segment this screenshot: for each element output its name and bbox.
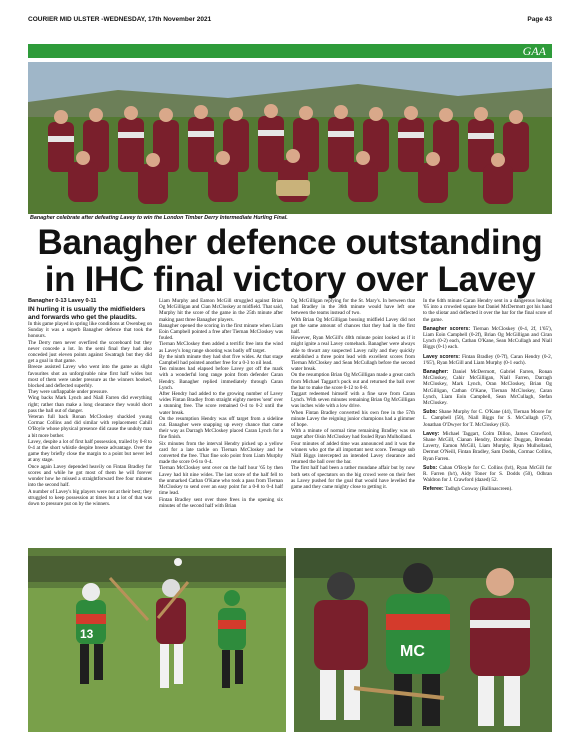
- action-photo-left: [28, 548, 286, 732]
- block-text: Cahan O'Boyle for C. Collins (h/t), Ryan McGill for R. Farren (h/t), Aidy Toner for S. Dodds (50), Odhran Waldron for J. Crawford (dazed) 52.: [423, 464, 552, 484]
- paragraph: With a minute of normal time remaining Bradley was on target after Oisin McCloskey had fouled Ryan Mulholland.: [291, 428, 415, 441]
- article-column-1: [28, 298, 152, 544]
- paragraph: By the ninth minute they had shot five wides. At that stage Campbell had pointed another free for a 0-3 to nil lead.: [159, 353, 283, 367]
- block-text: Shane Murphy for C. O'Kane (44), Tiernan Moore for L. Campbell (50), Niall Biggs for S. McCullagh (57), Jonathan O'Dwyer for T. McCloskey (63).: [423, 409, 552, 428]
- paragraph: Wing backs Mark Lynch and Niall Farren did everything right; rather than make a long clearance they would short pass the ball out of danger.: [28, 395, 152, 414]
- article-column-3: [291, 298, 415, 544]
- referee: [423, 486, 552, 492]
- section-label: GAA: [522, 44, 546, 58]
- block-label: Lavey:: [423, 430, 440, 437]
- paragraph: Tiernan McCloskey sent over on the half hour '65 by then Lavey had hit nine wides. The last score of the half fell to the unmarked Cathan O'Kane who took a pass from Tiernan McCloskey to send over an easy point for a 0-8 to 0-4 half time lead.: [159, 465, 283, 497]
- block-text: Michael Taggart, Colm Dillon, James Crawford, Shane McGill, Cianan Hendry, Dominic Duggan, Brendan Laverty, Eamon McGill, Liam Murphy, Ryan Mulholland, Dermot O'Neill, Fintan Bradley, Sam Dodds, Cormac Collins, Ryan Farren.: [423, 430, 552, 462]
- banagher-scorers: [423, 326, 552, 351]
- paragraph: Veteran full back Ronan McCloskey shackled young Cormac Collins and did similar with replacement Cahill O'Boyle whose physical presence did cause the unduly man a bit more bother.: [28, 414, 152, 439]
- paragraph: When Fintan Bradley converted his own free in the 57th minute Lavey the reigning junior champions had a glimmer of hope.: [291, 409, 415, 429]
- action-photo-right: [294, 548, 552, 732]
- page-header: [28, 14, 552, 26]
- headline-line-2: in IHC final victory over Lavey: [44, 260, 536, 299]
- block-text: Fintan Bradley (0-7f), Caran Hendry (0-2, 1'65'), Ryan McGill and Liam Murphy (0-1 each).: [423, 353, 552, 366]
- paragraph: In this game played in spring like conditions at Owenbeg on Sunday it was a superb Banagher defence that took the honours.: [28, 321, 152, 340]
- svg-text:MC: MC: [400, 643, 425, 660]
- paragraph: Fintan Bradley sent over three frees in the opening six minutes of the second half with Brian: [159, 496, 283, 509]
- headline-line-1: Banagher defence outstanding: [37, 223, 543, 262]
- publication-line: COURIER MID ULSTER -WEDNESDAY, 17th November 2021: [28, 16, 212, 23]
- paragraph: A number of Lavey's big players were not at their best; they struggled to keep possession at times but a lot of that was down to pressure put on by the winners.: [28, 488, 152, 507]
- paragraph: Four minutes of added time was announced and it was the winners who got the all important next score. Teenage sub Niall Biggs intercepted an intended Lavey clearance and returned the ball over the bar.: [291, 440, 415, 466]
- block-text: Tadhgh Conway (Ballinascreen).: [443, 486, 513, 493]
- block-label: Subs:: [423, 409, 438, 416]
- block-label: Referee:: [423, 486, 444, 493]
- block-text: Daniel McDermott, Gabriel Farren, Ronan McCloskey, Cahir McGilligan, Niall Farren, Darragh McCloskey, Mark Lynch, Oran McCloskey, Brian Og McGilligan, Cathan O'Kane, Tiernan McCloskey, Caran Lynch, Liam Eoin Campbell, Sean McCullagh, Stefan McCloskey.: [423, 369, 552, 407]
- paragraph: Breeze assisted Lavey who went into the game as slight favourites shot an unforgivable nine first half wides but most of them were under pressure as the winners hooked, blocked and deflected superbly.: [28, 364, 152, 390]
- banagher-team: [423, 369, 552, 406]
- paragraph: On the resumption Hendry was off target from a sideline cut. Banagher were snapping up every chance that came their way as Darragh McCloskey placed Caran Lynch for a fine finish.: [159, 415, 283, 441]
- paragraph: The first half had been a rather mundane affair but by now both sets of spectators on the big crowd were on their feet as Lavey pushed for the goal that would have levelled the game and they came mighty close to getting it.: [291, 465, 415, 491]
- paragraph: With Brian Og McGilligan bossing midfield Lavey did not get the same amount of chances that they had in the first half.: [291, 316, 415, 336]
- article-column-4: [423, 298, 552, 544]
- paragraph: The Derry men never overfired the scoreboard but they never concede a lot. In the semi final they had also conceded just eleven points against Swatragh but they did get a goal in that game.: [28, 339, 152, 365]
- paragraph: Taggart redeemed himself with a fine save from Caran Lynch. With seven minutes remaining Brian Og McGilligan was inches wide with a low drive.: [291, 391, 415, 410]
- paragraph: Ten minutes had elapsed before Lavey got off the mark with a wonderful long range point from defender Caran Hendry. Banagher replied immediately through Caran Lynch.: [159, 366, 283, 391]
- paragraph: Liam Murphy and Eamon McGill struggled against Brian Og McGilligan and Cian McCloskey at midfield. That said, Murphy hit the score of the game in the 25th minute after making past three Banagher players.: [159, 298, 283, 323]
- block-label: Subs:: [423, 464, 438, 471]
- paragraph: Og McGilligan replying for the St. Mary's. In between that had Bradley in the 36th minute would have left one between the teams instead of two.: [291, 298, 415, 317]
- block-label: Lavey scorers:: [423, 353, 460, 360]
- paragraph: In the 64th minute Caran Hendry sent in a dangerous looking '65 into a crowded square but Daniel McDermott got his hand to the sliotar and deflected it over the bar for the final score of the game.: [423, 298, 552, 323]
- paragraph: After Hendry had added to the growing number of Lavey wides Fintan Bradley from straight eighty metres 'sent' over a stunning free. The score remained 0-4 to 0-2 until the water break.: [159, 391, 283, 416]
- paragraph: Tiernan McCloskey then added a terrific free into the wind as Lavey's long range shooting was badly off target.: [159, 341, 283, 354]
- lavey-scorers: [423, 354, 552, 366]
- score-subhead: Banagher 0-13 Lavey 0-11: [28, 298, 97, 304]
- page-number: Page 43: [527, 16, 552, 23]
- block-text: Tiernan McCloskey (0-4, 2f, 1'65'), Liam Eoin Campbell (0-2f), Brian Og McGilligan and Ciran Lynch (0-2) each, Cathan O'Kane, Sean McCullagh and Niall Biggs (0-1) each.: [423, 325, 552, 351]
- action-photo-left-illustration: [28, 548, 286, 732]
- paragraph: They were unflappable under pressure.: [28, 389, 109, 396]
- block-label: Banagher:: [423, 369, 449, 376]
- team-photo: [28, 62, 552, 214]
- lavey-subs: [423, 465, 552, 484]
- paragraph: Lavey, despite a lot of first half possession, trailed by 0-8 to 0-4 at the short whistle despite breeze advantage. Over the game they briefly close the margin to a point but never led at any stage.: [28, 438, 152, 464]
- paragraph: On the resumption Brian Og McGilligan made a great catch from Michael Taggart's puck out and returned the ball over the bar to make the score 0-12 to 0-8.: [291, 372, 415, 391]
- svg-text:13: 13: [80, 627, 94, 641]
- paragraph: Six minutes from the interval Hendry picked up a yellow card for a late tackle on Tiernan McCloskey and he converted the free. That fine solo point from Liam Murphy made the score 0-6 to 0-4.: [159, 440, 283, 466]
- team-photo-illustration: [28, 62, 552, 214]
- article-column-2: [159, 298, 283, 544]
- photo-caption: Banagher celebrate after defeating Lavey to win the London Timber Derry Intermediate Hurling Final.: [30, 215, 288, 221]
- paragraph: Banagher opened the scoring in the first minute when Liam Eoin Campbell pointed a free after Tiernan McCloskey was fouled.: [159, 322, 283, 342]
- lavey-team: [423, 431, 552, 462]
- paragraph: Once again Lavey depended heavily on Fintan Bradley for scores and while he got most of them he will forever wonder how he missed a straightforward free four minutes into the second half.: [28, 463, 152, 489]
- intro-paragraph: IN hurling it is usually the midfielders and forwards who get the plaudits.: [28, 306, 146, 321]
- section-banner: [28, 44, 552, 58]
- paragraph: However, Ryan McGill's 40th minute point looked as if it might ignite a real Lavey comeback. Banagher were always able to thwart any suspected Lavey rally and they quickly established a three point lead with excellent scores from Tiernan McCloskey and Sean McCullagh before the second water break.: [291, 335, 415, 373]
- block-label: Banagher scorers:: [423, 325, 471, 332]
- banagher-subs: [423, 409, 552, 428]
- headline: [28, 224, 552, 298]
- action-photo-right-illustration: [294, 548, 552, 732]
